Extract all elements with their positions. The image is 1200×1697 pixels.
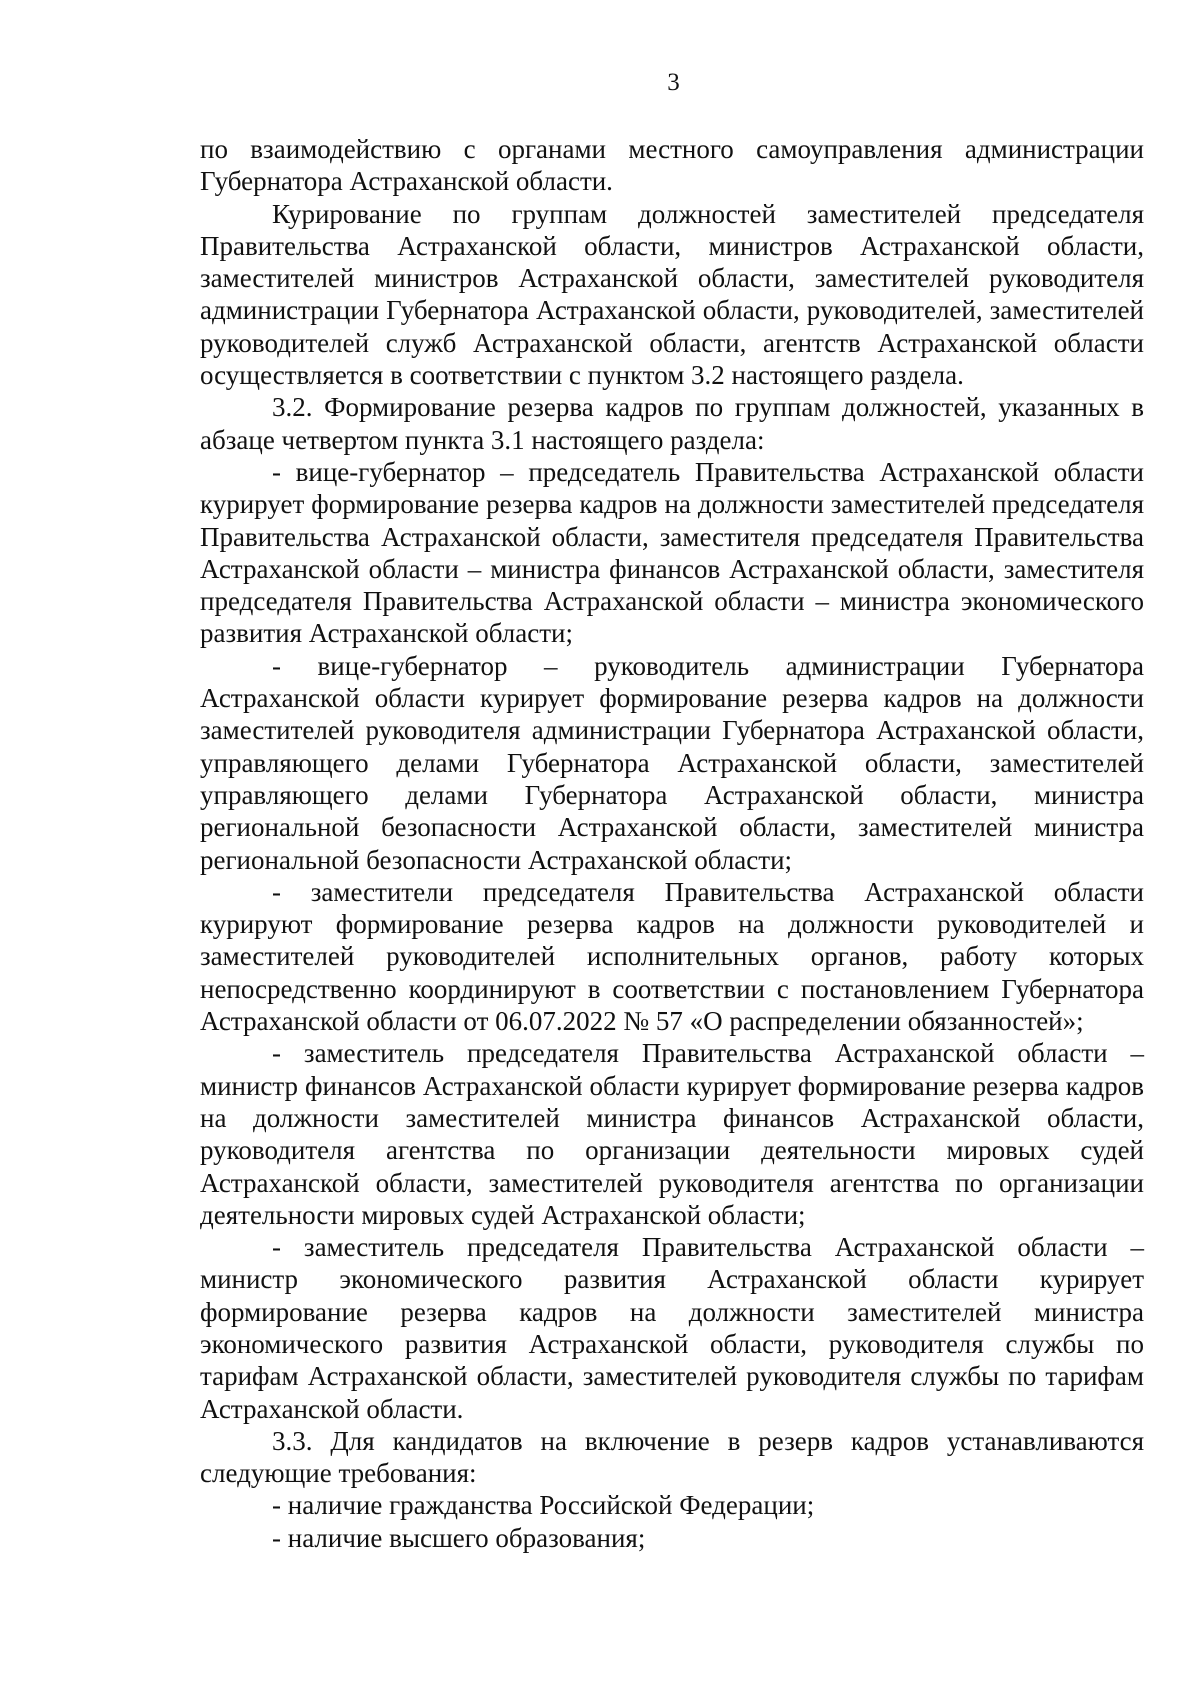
paragraph-supervision: Курирование по группам должностей заместителей председателя Правительства Астраханской области, министров Астраханской области, заместителей министров Астраханской области, заместителей руководителя администрации Губернатора Астраханской области, руководителей, заместителей руководителей служб Астраханской области, агентств Астраханской области осуществляется в соответствии с пунктом 3.2 настоящего раздела.: [200, 198, 1144, 391]
list-item-education: - наличие высшего образования;: [272, 1522, 646, 1553]
list-item-vice-governor-administration: - вице-губернатор – руководитель администрации Губернатора Астраханской области курирует формирование резерва кадров на должности заместителей руководителя администрации Губернатора Астраханской области, управляющего делами Губернатора Астраханской области, заместителей управляющего делами Губернатора Астраханской области, министра региональной безопасности Астраханской области, заместителей министра региональной безопасности Астраханской области;: [200, 650, 1144, 875]
paragraph-clause-3-3: 3.3. Для кандидатов на включение в резерв кадров устанавливаются следующие требования:: [200, 1425, 1144, 1489]
list-item-citizenship: - наличие гражданства Российской Федерации;: [272, 1490, 815, 1521]
list-item-deputy-chairmen: - заместители председателя Правительства Астраханской области курируют формирование резерва кадров на должности руководителей и заместителей руководителей исполнительных органов, работу которых непосредственно координируют в соответствии с постановлением Губернатора Астраханской области от 06.07.2022 № 57 «О распределении обязанностей»;: [200, 876, 1144, 1037]
list-item-vice-governor-chairman: - вице-губернатор – председатель Правительства Астраханской области курирует формирование резерва кадров на должности заместителей председателя Правительства Астраханской области, заместителя председателя Правительства Астраханской области – министра финансов Астраханской области, заместителя председателя Правительства Астраханской области – министра экономического развития Астраханской области;: [200, 456, 1144, 649]
list-item-economy-minister: - заместитель председателя Правительства Астраханской области – министр экономического развития Астраханской области курирует формирование резерва кадров на должности заместителей министра экономического развития Астраханской области, руководителя службы по тарифам Астраханской области, заместителей руководителя службы по тарифам Астраханской области.: [200, 1232, 1144, 1424]
paragraph-clause-3-2: 3.2. Формирование резерва кадров по группам должностей, указанных в абзаце четвертом пункта 3.1 настоящего раздела:: [200, 392, 1144, 455]
document-body: [200, 133, 1144, 1554]
list-item-finance-minister: - заместитель председателя Правительства Астраханской области – министр финансов Астраханской области курирует формирование резерва кадров на должности заместителей министра финансов Астраханской области, руководителя агентства по организации деятельности мировых судей Астраханской области, заместителей руководителя агентства по организации деятельности мировых судей Астраханской области;: [200, 1038, 1144, 1230]
page-number: 3: [667, 69, 680, 96]
paragraph-continuation: по взаимодействию с органами местного самоуправления администрации Губернатора Астраханской области.: [200, 134, 1144, 197]
